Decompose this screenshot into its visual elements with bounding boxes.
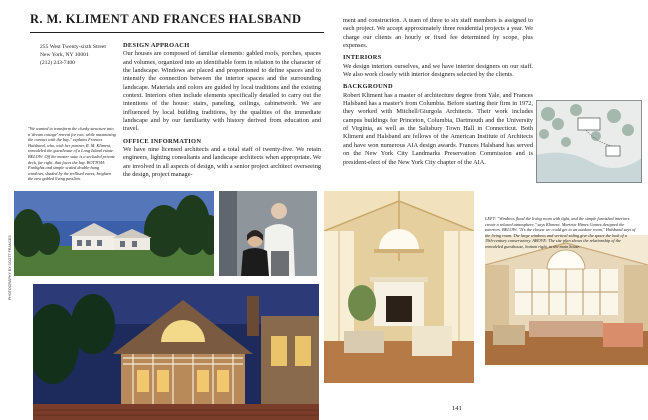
address-phone: (212) 243-7400 <box>40 60 75 67</box>
title-rule <box>30 32 324 33</box>
caption-right: LEFT: "Windows flood the living room with light, and the simple furnished interiors create a relaxed atmosphere," says Kliment. Mariette Himes Gomez designed the interiors. BELOW: "It's the closest we could get to an outdoor room," Halsband says of the living room. The large windows and vertical siding give the space the look of a 19th-century conservatory. ABOVE: The site plan shows the relationship of the remodeled guesthouse, bottom right, to the main house. <box>485 216 636 249</box>
page-number: 141 <box>452 405 462 412</box>
conservatory-living-room-photo <box>485 235 648 365</box>
paragraph-interiors: We design interiors ourselves, and we have interior designers on our staff. We also work closely with interior designers selected by the clients. <box>343 62 533 79</box>
address-city: New York, NY 10001 <box>40 52 89 59</box>
text-column-1 <box>123 42 321 184</box>
trellised-pavilion-photo <box>33 284 319 420</box>
heading-background: BACKGROUND <box>343 83 393 91</box>
living-room-fireplace-photo <box>324 191 474 383</box>
house-exterior-photo <box>14 191 214 276</box>
heading-interiors: INTERIORS <box>343 54 382 62</box>
paragraph-background: Robert Kliment has a master of architecture degree from Yale, and Frances Halsband has a master's from Columbia. Before starting their firm in 1972, they worked with Mitchell/Giurgola Architects. Their work includes campus buildings for Princeton, Columbia, Dartmouth and the University of Virginia, as well as the Salisbury Town Hall in Connecticut. Both Kliment and Halsband are fellows of the American Institute of Architects and have won numerous AIA design awards. Frances Halsband has served on the New York City Landmarks Preservation Commission and is president-elect of the New York City chapter of the AIA. <box>343 91 533 166</box>
photo-credit: PHOTOGRAPHY BY SCOTT FRANCES <box>8 235 12 300</box>
site-plan-image <box>536 100 642 183</box>
firm-address <box>40 43 106 68</box>
address-street: 255 West Twenty-sixth Street <box>40 44 106 50</box>
heading-design-approach: DESIGN APPROACH <box>123 42 190 49</box>
caption-left: "We wanted to transform the clunky structure into a 'dream cottage' retreat for two, while maximizing the contact with the bay," explains Frances Halsband, who, with her partner, R. M. Kliment, remodeled the guesthouse of a Long Island estate. BELOW: Off the master suite is a secluded private deck, far right, that faces the bay. BOTTOM: Fanlights and simple scaled double-hung windows, shaded by the trellised eaves, brighten the new gabled living pavilion. <box>28 126 116 182</box>
paragraph-continued: ment and construction. A team of three to six staff members is assigned to each project. We accept approximately three residential projects a year. We charge our clients an hourly or fixed fee determined by scope, plus expenses. <box>343 17 533 50</box>
architects-portrait-photo <box>219 191 317 276</box>
paragraph-design-approach: Our houses are composed of familiar elements: gabled roofs, porches, spaces and volumes, organized into an identifiable form in relation to the character of the landscape. Windows are placed and proportioned to define spaces and to intensify the connection between the interior spaces and the surrounding landscape. Materials and colors are guided by local traditions and the existing context. Interiors often include elements specifically detailed to carry out the intentions of the house: stairs, paneling, ceilings, cabinetwork. We are influenced by local building traditions, by the qualities of the immediate landscape and by our familiarity with history derived from education and travel. <box>123 50 321 133</box>
paragraph-office-information: We have nine licensed architects and a total staff of twenty-five. We retain engineers, lighting consultants and landscape architects when appropriate. We are involved in all aspects of design, with a senior project architect overseeing the design, project manage- <box>123 146 321 179</box>
text-column-2 <box>343 17 533 171</box>
page-title: R. M. KLIMENT AND FRANCES HALSBAND <box>30 12 302 26</box>
heading-office-information: OFFICE INFORMATION <box>123 137 202 145</box>
